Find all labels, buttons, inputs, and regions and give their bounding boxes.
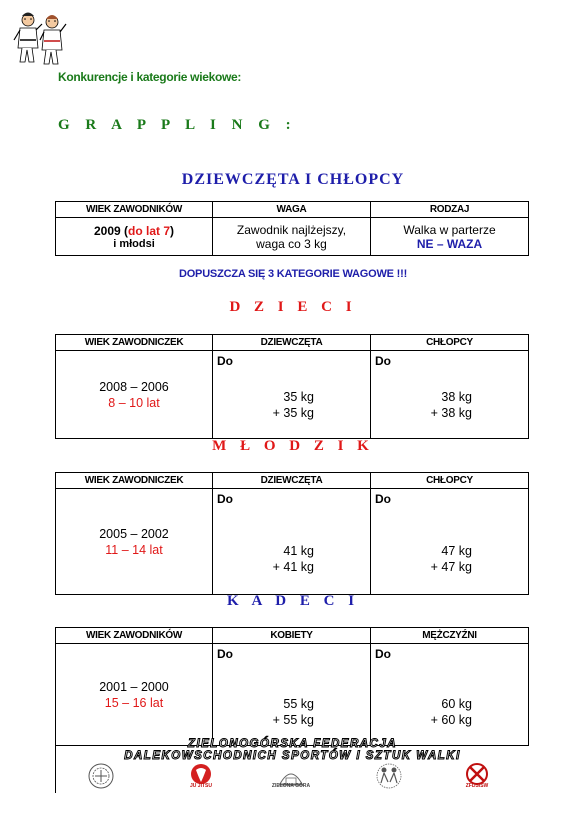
federation-name-line1: ZIELONOGÓRSKA FEDERACJA xyxy=(187,738,398,750)
table-dzieci xyxy=(55,334,529,439)
women-weight-cell: Do 55 kg + 55 kg xyxy=(213,644,371,746)
fighters-emblem-icon xyxy=(372,762,406,790)
age-cell: 2001 – 2000 15 – 16 lat xyxy=(56,644,213,746)
karate-kids-logo-icon xyxy=(12,10,68,68)
header-girls: DZIEWCZĘTA xyxy=(213,335,371,351)
ju-jitsu-label: JU JITSU xyxy=(190,783,212,789)
header-boys: CHŁOPCY xyxy=(371,473,529,489)
header-age: WIEK ZAWODNIKÓW xyxy=(56,202,213,218)
weight-categories-notice: DOPUSZCZA SIĘ 3 KATEGORIE WAGOWE !!! xyxy=(178,268,408,280)
header-girls: DZIEWCZĘTA xyxy=(213,473,371,489)
section-title-kadeci: K A D E C I xyxy=(226,593,360,609)
header-boys: CHŁOPCY xyxy=(371,335,529,351)
federation-footer xyxy=(55,733,528,793)
zielona-gora-label: ZIELONA GÓRA xyxy=(271,783,311,789)
table-row xyxy=(56,644,529,746)
header-age: WIEK ZAWODNICZEK xyxy=(56,473,213,489)
header-age: WIEK ZAWODNIKÓW xyxy=(56,628,213,644)
men-weight-cell: Do 60 kg + 60 kg xyxy=(371,644,529,746)
type-cell: Walka w parterze NE – WAZA xyxy=(371,218,529,256)
boys-weight-cell: Do 38 kg + 38 kg xyxy=(371,351,529,439)
table-kadeci xyxy=(55,627,529,746)
dojo-emblem-icon xyxy=(84,762,118,790)
section-title-open: DZIEWCZĘTA I CHŁOPCY xyxy=(181,171,405,188)
table-row xyxy=(56,351,529,439)
section-title-dzieci: D Z I E C I xyxy=(229,299,357,315)
header-type: RODZAJ xyxy=(371,202,529,218)
age-cell: 2005 – 2002 11 – 14 lat xyxy=(56,489,213,595)
age-cell: 2009 (do lat 7) i młodsi xyxy=(56,218,213,256)
competitions-subtitle: Konkurencje i kategorie wiekowe: xyxy=(58,70,242,84)
girls-weight-cell: Do 41 kg + 41 kg xyxy=(213,489,371,595)
federation-name-line2: DALEKOWSCHODNICH SPORTÓW I SZTUK WALKI xyxy=(124,750,461,762)
section-title-mlodzik: M Ł O D Z I K xyxy=(212,438,374,454)
table-row xyxy=(56,489,529,595)
age-cell: 2008 – 2006 8 – 10 lat xyxy=(56,351,213,439)
header-age: WIEK ZAWODNICZEK xyxy=(56,335,213,351)
boys-weight-cell: Do 47 kg + 47 kg xyxy=(371,489,529,595)
discipline-title: G R A P P L I N G : xyxy=(58,117,297,133)
header-men: MĘŻCZYŹNI xyxy=(371,628,529,644)
table-mlodzik xyxy=(55,472,529,595)
weight-cell: Zawodnik najlżejszy, waga co 3 kg xyxy=(213,218,371,256)
header-weight: WAGA xyxy=(213,202,371,218)
girls-weight-cell: Do 35 kg + 35 kg xyxy=(213,351,371,439)
zfdsisw-label: ZFDSiSW xyxy=(465,783,489,789)
table-open-category xyxy=(55,201,529,256)
table-row xyxy=(56,218,529,256)
header-women: KOBIETY xyxy=(213,628,371,644)
